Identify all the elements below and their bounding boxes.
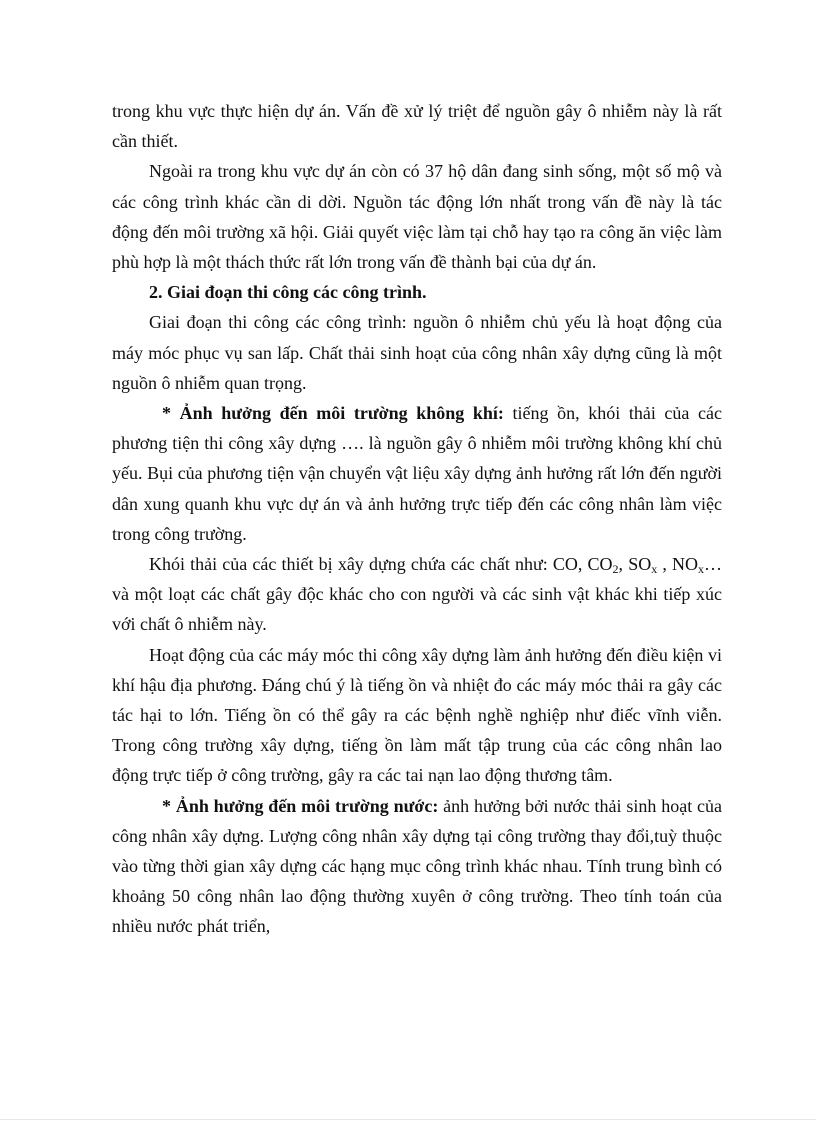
paragraph-emissions — [112, 549, 722, 640]
emissions-text-c: , NO — [657, 554, 699, 575]
emissions-text-b: , SO — [618, 554, 652, 575]
emissions-text-d: … và một loạt các chất gây độc khác cho con người và các sinh vật khác khi tiếp xúc với chất ô nhiễm này. — [112, 554, 723, 635]
paragraph-continuation: trong khu vực thực hiện dự án. Vấn đề xử lý triệt để nguồn gây ô nhiễm này là rất cần thiết. — [112, 101, 722, 152]
subscript-sox: x — [651, 562, 658, 577]
paragraph-residents: Ngoài ra trong khu vực dự án còn có 37 hộ dân đang sinh sống, một số mộ và các công trình khác cần di dời. Nguồn tác động lớn nhất trong vấn đề này là tác động đến môi trường xã hội. Giải quyết việc làm tại chỗ hay tạo ra công ăn việc làm phù hợp là một thách thức rất lớn trong vấn đề thành bại của dự án. — [112, 161, 722, 273]
page-bottom-edge — [0, 1119, 816, 1120]
document-body — [112, 96, 722, 942]
subscript-co2: 2 — [612, 562, 619, 577]
emissions-text-a: Khói thải của các thiết bị xây dựng chứa các chất như: CO, CO — [149, 554, 613, 575]
paragraph-construction-phase: Giai đoạn thi công các công trình: nguồn ô nhiễm chủ yếu là hoạt động của máy móc phục vụ san lấp. Chất thải sinh hoạt của công nhân xây dựng cũng là một nguồn ô nhiễm quan trọng. — [112, 312, 722, 393]
water-impact-label: * Ảnh hưởng đến môi trường nước: — [162, 795, 439, 816]
paragraph-air-impact — [112, 398, 722, 549]
air-impact-text: tiếng ồn, khói thải của các phương tiện thi công xây dựng …. là nguồn gây ô nhiễm môi trường không khí chủ yếu. Bụi của phương tiện vận chuyển vật liệu xây dựng ảnh hưởng rất lớn đến người dân xung quanh khu vực dự án và ảnh hưởng trực tiếp đến các công nhân làm việc trong công trường. — [112, 403, 722, 544]
paragraph-water-impact — [112, 791, 722, 942]
subscript-nox: x — [698, 562, 705, 577]
water-impact-text: ảnh hưởng bởi nước thải sinh hoạt của công nhân xây dựng. Lượng công nhân xây dựng tại công trường thay đổi,tuỳ thuộc vào từng thời gian xây dựng các hạng mục công trình khác nhau. Tính trung bình có khoảng 50 công nhân lao động thường xuyên ở công trường. Theo tính toán của nhiều nước phát triển, — [112, 795, 723, 937]
section-heading: 2. Giai đoạn thi công các công trình. — [149, 282, 427, 303]
air-impact-label: * Ảnh hưởng đến môi trường không khí: — [162, 403, 504, 424]
paragraph-machinery-noise: Hoạt động của các máy móc thi công xây dựng làm ảnh hưởng đến điều kiện vi khí hậu địa phương. Đáng chú ý là tiếng ồn và nhiệt đo các máy móc thải ra gây các tác hại to lớn. Tiếng ồn có thể gây ra các bệnh nghề nghiệp như điếc vĩnh viễn. Trong công trường xây dựng, tiếng ồn làm mất tập trung của các công nhân lao động trực tiếp ở công trường, gây ra các tai nạn lao động thương tâm. — [112, 644, 722, 786]
